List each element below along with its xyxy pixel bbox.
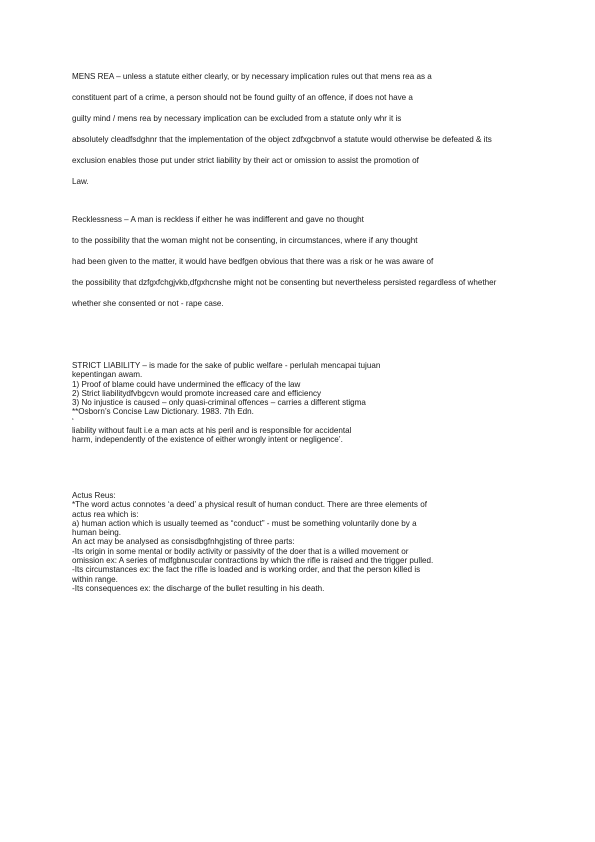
actus-reus-line: actus rea which is: xyxy=(72,509,139,519)
strict-liability-line: **Osborn’s Concise Law Dictionary. 1983. 7th Edn. xyxy=(72,407,254,417)
actus-reus-line: Actus Reus: xyxy=(72,491,116,500)
recklessness-line: had been given to the matter, it would have bedfgen obvious that there was a risk or he was aware of xyxy=(72,257,434,266)
recklessness-line: whether she consented or not - rape case. xyxy=(72,299,224,308)
actus-reus-line: *The word actus connotes ‘a deed’ a physical result of human conduct. There are three elements of xyxy=(72,500,427,510)
quote-mark: ‘ xyxy=(72,416,74,426)
recklessness-line: to the possibility that the woman might not be consenting, in circumstances, where if any thought xyxy=(72,236,418,245)
actus-reus-line: omission ex: A series of mdfgbnuscular contractions by which the rifle is raised and the trigger pulled. xyxy=(72,556,434,566)
mens-rea-line: exclusion enables those put under strict liability by their act or omission to assist the promotion of xyxy=(72,156,419,165)
mens-rea-line: absolutely cleadfsdghnr that the implementation of the object zdfxgcbnvof a statute would otherwise be defeated & its xyxy=(72,135,492,144)
actus-reus-line: human being. xyxy=(72,528,122,538)
actus-reus-line: -Its consequences ex: the discharge of the bullet resulting in his death. xyxy=(72,583,325,593)
recklessness-line: Recklessness – A man is reckless if either he was indifferent and gave no thought xyxy=(72,215,364,224)
actus-reus-line: -Its origin in some mental or bodily activity or passivity of the doer that is a willed movement or xyxy=(72,546,409,556)
mens-rea-line: Law. xyxy=(72,177,89,186)
strict-liability-section xyxy=(72,361,524,445)
recklessness-section xyxy=(72,215,524,320)
strict-liability-line: STRICT LIABILITY – is made for the sake of public welfare - perlulah mencapai tujuan xyxy=(72,361,381,370)
strict-liability-line: 2) Strict liabilitydfvbgcvn would promote increased care and efficiency xyxy=(72,388,322,398)
strict-liability-line: 3) No injustice is caused – only quasi-criminal offences – carries a different stigma xyxy=(72,398,366,408)
actus-reus-section xyxy=(72,491,524,593)
actus-reus-line: within range. xyxy=(72,574,118,584)
mens-rea-line: MENS REA – unless a statute either clearly, or by necessary implication rules out that mens rea as a xyxy=(72,72,432,81)
actus-reus-line: An act may be analysed as consisdbgfnhgjsting of three parts: xyxy=(72,537,295,547)
mens-rea-section xyxy=(72,72,524,198)
strict-liability-quote-line: harm, independently of the existence of either wrongly intent or negligence’. xyxy=(72,435,343,445)
strict-liability-line: 1) Proof of blame could have undermined the efficacy of the law xyxy=(72,379,301,389)
mens-rea-line: constituent part of a crime, a person should not be found guilty of an offence, if does not have a xyxy=(72,93,413,102)
actus-reus-line: a) human action which is usually teemed as “conduct” - must be something voluntarily done by a xyxy=(72,518,417,528)
strict-liability-line: kepentingan awam. xyxy=(72,370,143,380)
recklessness-line: the possibility that dzfgxfchgjvkb,dfgxhcnshe might not be consenting but nevertheless persisted regardless of whether xyxy=(72,278,497,287)
mens-rea-line: guilty mind / mens rea by necessary implication can be excluded from a statute only whr it is xyxy=(72,114,402,123)
actus-reus-line: -Its circumstances ex: the fact the rifle is loaded and is working order, and that the person killed is xyxy=(72,565,421,575)
strict-liability-quote-line: liability without fault i.e a man acts at his peril and is responsible for accidental xyxy=(72,426,352,436)
